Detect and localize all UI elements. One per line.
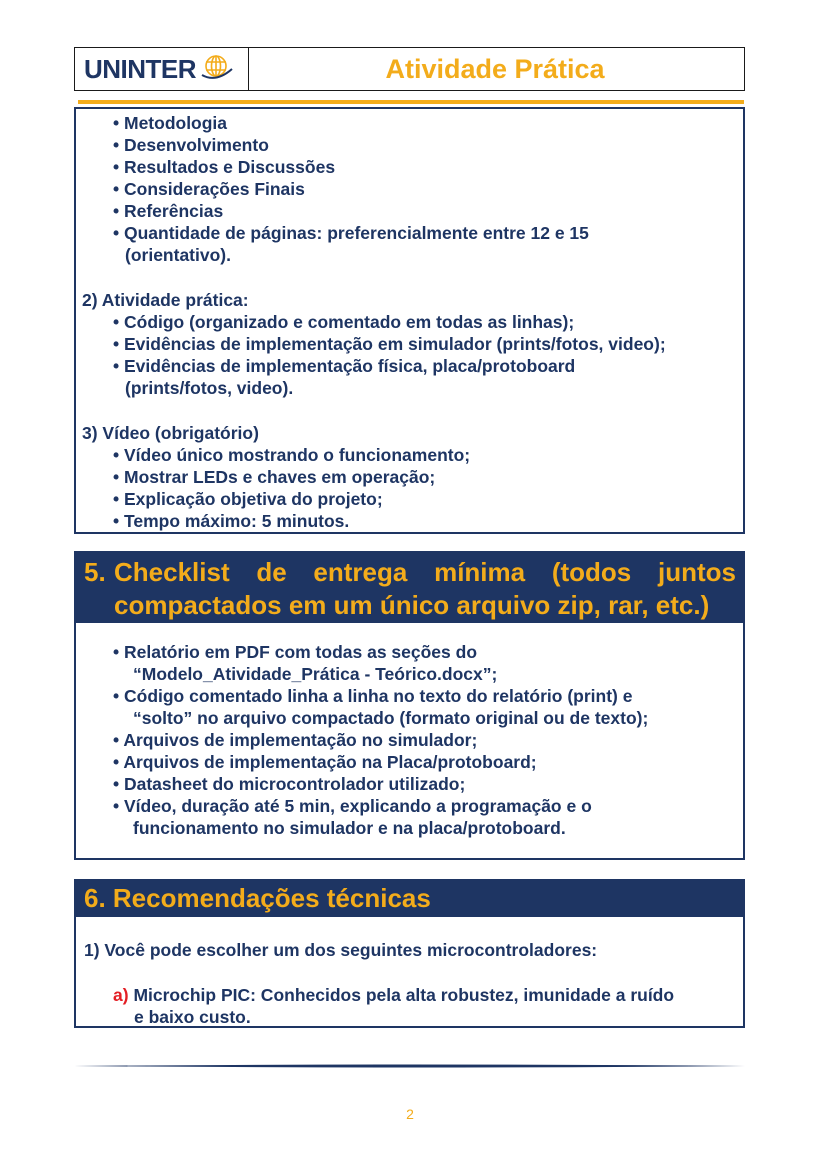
- header-divider: [78, 100, 744, 104]
- title-word: juntos: [658, 557, 736, 587]
- list-item: • Quantidade de páginas: preferencialmente entre 12 e 15: [113, 223, 589, 243]
- list-item: • Considerações Finais: [113, 179, 305, 199]
- list-item-continuation: funcionamento no simulador e na placa/protoboard.: [133, 818, 566, 838]
- list-item: • Vídeo, duração até 5 min, explicando a programação e o: [113, 796, 592, 816]
- list-item: [113, 984, 674, 1006]
- globe-logo-icon: [200, 53, 234, 81]
- list-item: • Arquivos de implementação na Placa/protoboard;: [113, 752, 537, 772]
- list-item: • Evidências de implementação física, placa/protoboard: [113, 356, 576, 376]
- list-item: • Arquivos de implementação no simulador;: [113, 730, 478, 750]
- section-5-title-line2: compactados em um único arquivo zip, rar, etc.): [114, 590, 710, 620]
- list-item: • Desenvolvimento: [113, 135, 269, 155]
- list-item-continuation: (prints/fotos, video).: [125, 378, 294, 398]
- list-item: • Tempo máximo: 5 minutos.: [113, 511, 350, 531]
- list-item: • Resultados e Discussões: [113, 157, 336, 177]
- deliverables-box: [74, 107, 745, 534]
- list-item-continuation: (orientativo).: [125, 245, 231, 265]
- section-6-title: 6. Recomendações técnicas: [84, 883, 431, 913]
- list-item: • Evidências de implementação em simulador (prints/fotos, video);: [113, 334, 666, 354]
- title-word: de: [256, 557, 287, 587]
- list-item-continuation: “Modelo_Atividade_Prática - Teórico.docx”;: [133, 664, 498, 684]
- section-5-checklist: [74, 551, 745, 860]
- list-item: • Código (organizado e comentado em todas as linhas);: [113, 312, 575, 332]
- section-5-number: 5.: [84, 557, 106, 587]
- header-title-cell: [249, 48, 744, 90]
- section-6-recommendations: [74, 879, 745, 1028]
- list-item: • Explicação objetiva do projeto;: [113, 489, 383, 509]
- title-word: mínima: [434, 557, 526, 587]
- item-heading: 3) Vídeo (obrigatório): [82, 423, 259, 443]
- list-item-continuation: “solto” no arquivo compactado (formato original ou de texto);: [133, 708, 649, 728]
- list-item: • Mostrar LEDs e chaves em operação;: [113, 467, 436, 487]
- footer-divider: [74, 1064, 745, 1068]
- document-title: Atividade Prática: [385, 53, 605, 84]
- item-text: Microchip PIC: Conhecidos pela alta robustez, imunidade a ruído: [133, 985, 675, 1005]
- list-item-continuation: e baixo custo.: [134, 1007, 251, 1027]
- item-letter: a): [113, 985, 129, 1005]
- section-5-header: [76, 553, 743, 623]
- list-item: • Vídeo único mostrando o funcionamento;: [113, 445, 471, 465]
- list-item: • Metodologia: [113, 113, 228, 133]
- section-6-header: [76, 881, 743, 917]
- title-word: entrega: [313, 557, 408, 587]
- list-item: • Referências: [113, 201, 224, 221]
- section-5-title-line1: [114, 556, 736, 588]
- item-heading: 2) Atividade prática:: [82, 290, 249, 310]
- title-word: Checklist: [114, 557, 230, 587]
- page-header: [74, 47, 745, 91]
- list-item: • Datasheet do microcontrolador utilizado;: [113, 774, 466, 794]
- item-heading: 1) Você pode escolher um dos seguintes microcontroladores:: [84, 940, 598, 960]
- logo-text: UNINTER: [84, 53, 197, 84]
- page-number: 2: [406, 1106, 414, 1122]
- title-word: (todos: [551, 557, 632, 587]
- list-item: • Relatório em PDF com todas as seções do: [113, 642, 478, 662]
- list-item: • Código comentado linha a linha no texto do relatório (print) e: [113, 686, 633, 706]
- logo: [75, 48, 249, 90]
